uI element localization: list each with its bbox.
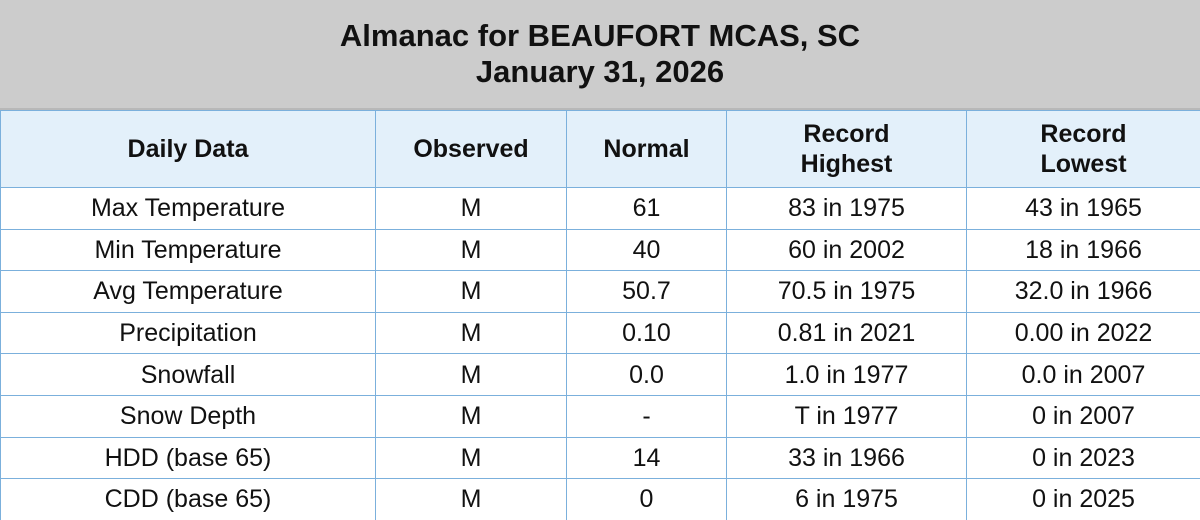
- table-row: [1, 312, 1200, 354]
- cell-observed: M: [376, 479, 567, 520]
- table-row: [1, 188, 1200, 230]
- cell-observed: M: [376, 437, 567, 479]
- table-row: [1, 271, 1200, 313]
- column-header-record-highest: Record Highest: [727, 111, 967, 188]
- almanac-table: [0, 110, 1200, 520]
- cell-normal: -: [567, 395, 727, 437]
- cell-normal: 50.7: [567, 271, 727, 313]
- cell-observed: M: [376, 354, 567, 396]
- table-row: [1, 479, 1200, 520]
- cell-record-lowest: 0 in 2025: [967, 479, 1200, 520]
- cell-daily-data: Min Temperature: [1, 229, 376, 271]
- cell-record-highest: 0.81 in 2021: [727, 312, 967, 354]
- cell-normal: 61: [567, 188, 727, 230]
- cell-normal: 0.0: [567, 354, 727, 396]
- table-header: [1, 111, 1200, 188]
- cell-daily-data: Snow Depth: [1, 395, 376, 437]
- cell-daily-data: CDD (base 65): [1, 479, 376, 520]
- column-header-observed: Observed: [376, 111, 567, 188]
- table-body: [1, 188, 1200, 520]
- cell-observed: M: [376, 312, 567, 354]
- cell-daily-data: HDD (base 65): [1, 437, 376, 479]
- cell-record-highest: 1.0 in 1977: [727, 354, 967, 396]
- cell-daily-data: Precipitation: [1, 312, 376, 354]
- cell-observed: M: [376, 271, 567, 313]
- cell-record-highest: 6 in 1975: [727, 479, 967, 520]
- cell-record-lowest: 0.0 in 2007: [967, 354, 1200, 396]
- cell-record-lowest: 0 in 2023: [967, 437, 1200, 479]
- header-row: [1, 111, 1200, 188]
- column-header-daily-data: Daily Data: [1, 111, 376, 188]
- table-row: [1, 395, 1200, 437]
- cell-record-lowest: 32.0 in 1966: [967, 271, 1200, 313]
- cell-record-highest: T in 1977: [727, 395, 967, 437]
- cell-daily-data: Max Temperature: [1, 188, 376, 230]
- cell-daily-data: Snowfall: [1, 354, 376, 396]
- cell-record-highest: 60 in 2002: [727, 229, 967, 271]
- cell-observed: M: [376, 229, 567, 271]
- table-row: [1, 354, 1200, 396]
- cell-record-highest: 33 in 1966: [727, 437, 967, 479]
- cell-observed: M: [376, 395, 567, 437]
- cell-normal: 14: [567, 437, 727, 479]
- cell-record-highest: 70.5 in 1975: [727, 271, 967, 313]
- table-row: [1, 437, 1200, 479]
- cell-normal: 0.10: [567, 312, 727, 354]
- cell-record-lowest: 0 in 2007: [967, 395, 1200, 437]
- cell-normal: 40: [567, 229, 727, 271]
- cell-record-lowest: 18 in 1966: [967, 229, 1200, 271]
- page-title: Almanac for BEAUFORT MCAS, SC: [339, 18, 861, 53]
- cell-record-lowest: 0.00 in 2022: [967, 312, 1200, 354]
- cell-daily-data: Avg Temperature: [1, 271, 376, 313]
- page-date: January 31, 2026: [475, 54, 725, 89]
- column-header-record-lowest: Record Lowest: [967, 111, 1200, 188]
- cell-observed: M: [376, 188, 567, 230]
- title-bar: [0, 0, 1200, 110]
- cell-record-highest: 83 in 1975: [727, 188, 967, 230]
- cell-normal: 0: [567, 479, 727, 520]
- table-row: [1, 229, 1200, 271]
- cell-record-lowest: 43 in 1965: [967, 188, 1200, 230]
- column-header-normal: Normal: [567, 111, 727, 188]
